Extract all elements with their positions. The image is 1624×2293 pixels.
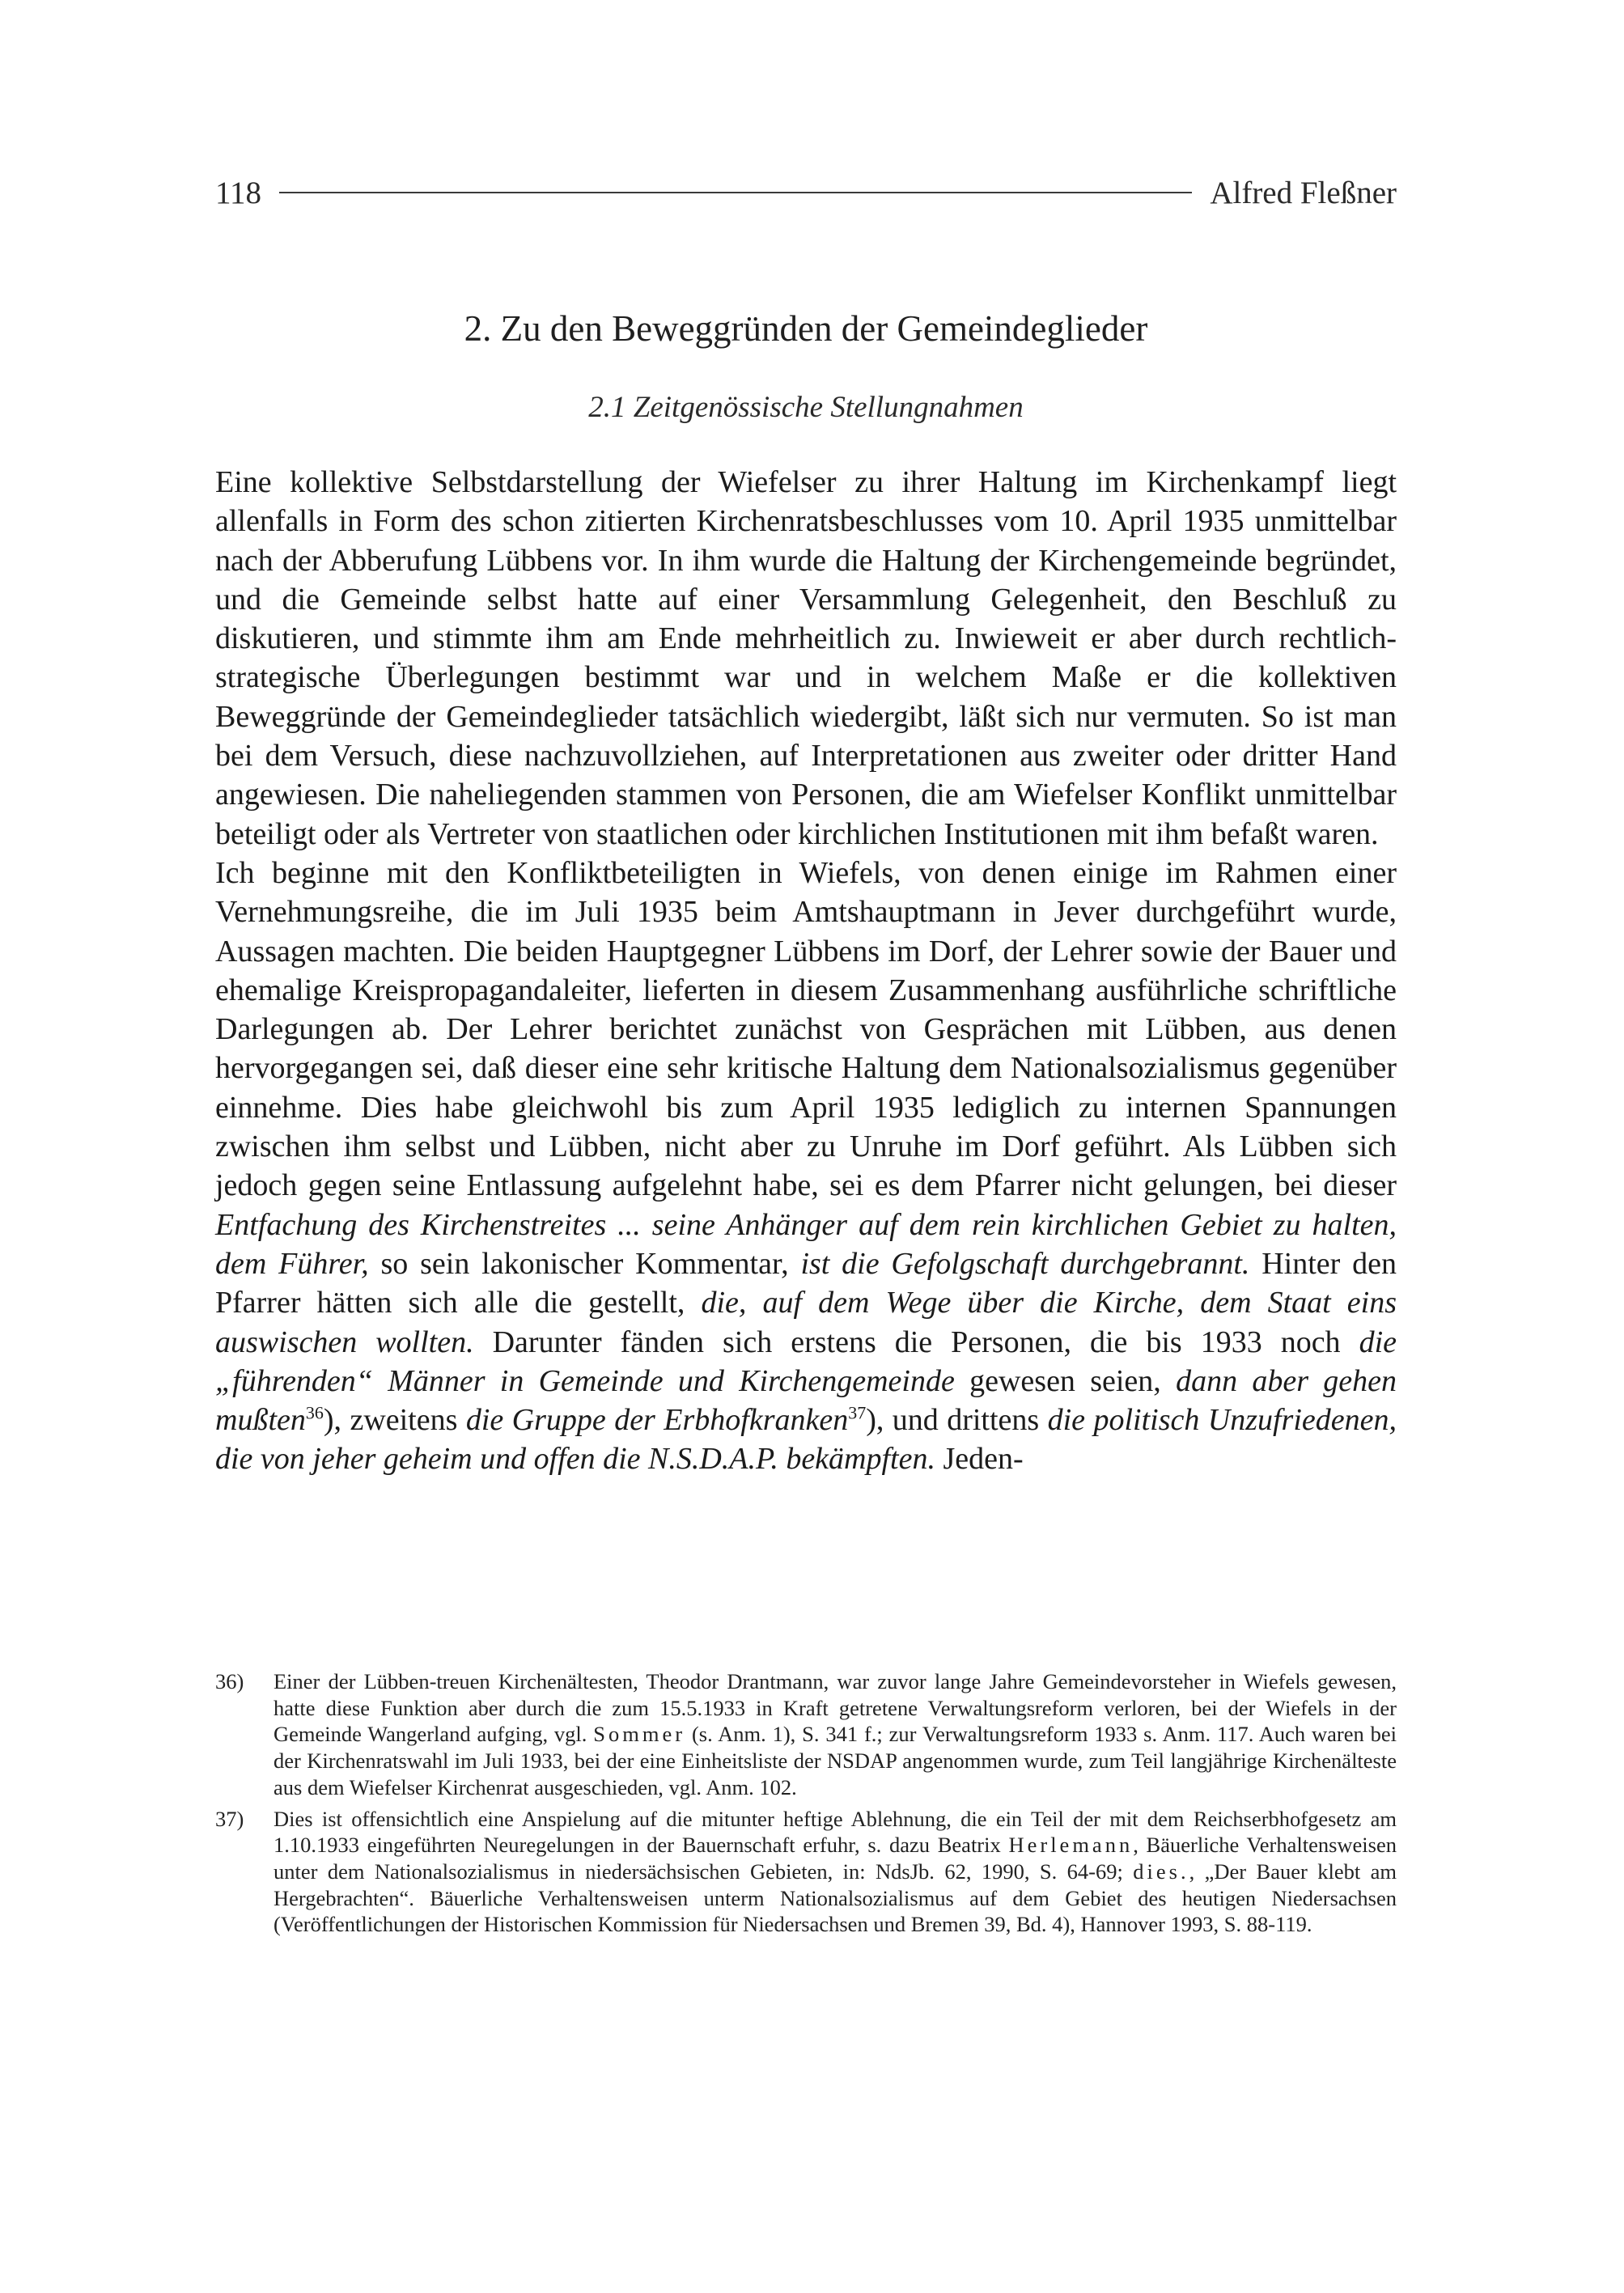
footnote-text: , Bäuerliche Verhaltensweisen unter dem Nationalsozialismus in niedersächsischen Gebieten, in: NdsJb. 62, 1990, S. 64-69;: [273, 1833, 1397, 1884]
footnotes: [215, 1668, 1397, 1943]
footnote-text: (s. Anm. 1), S. 341 f.; zur Verwaltungsreform 1933 s. Anm. 117. Auch waren bei der Kirchenratswahl im Juli 1933, bei der eine Einheitsliste der NSDAP angenommen wurde, zum Teil langjährige Kirchenälteste aus dem Wiefelser Kirchenrat ausgeschieden, vgl. Anm. 102.: [273, 1722, 1397, 1799]
paragraph-2-text: Jeden-: [935, 1442, 1024, 1477]
section-title: 2. Zu den Beweggründen der Gemeindeglieder: [464, 308, 1148, 349]
quote-unzufrieden: die politisch Unzufriedenen, die von jeher geheim und offen die N.S.D.A.P. bekämpften.: [215, 1403, 1397, 1477]
paragraph-2-text: Ich beginne mit den Konfliktbeteiligten in Wiefels, von denen einige im Rahmen einer Vernehmungsreihe, die im Juli 1935 beim Amtshauptmann in Jever durchgeführt wurde, Aussagen machten. Die beiden Hauptgegner Lübbens im Dorf, der Lehrer sowie der Bauer und ehemalige Kreispropagandaleiter, lieferten in diesem Zusammenhang ausführliche schriftliche Darlegungen ab. Der Lehrer berichtet zunächst von Gesprächen mit Lübben, aus denen hervorgegangen sei, daß dieser eine sehr kritische Haltung dem Nationalsozialismus gegenüber einnehme. Dies habe gleichwohl bis zum April 1935 lediglich zu internen Spannungen zwischen ihm selbst und Lübben, nicht aber zu Unruhe im Dorf geführt. Als Lübben sich jedoch gegen seine Entlassung aufgelehnt habe, sei es dem Pfarrer nicht gelungen, bei dieser: [215, 855, 1397, 1203]
paragraph-2-text: ), und drittens: [866, 1403, 1048, 1438]
paragraph-2-text: Darunter fänden sich erstens die Personen, die bis 1933 noch: [473, 1325, 1359, 1359]
quote-fuehrenden: die „führenden“ Männer in Gemeinde und Kirchengemeinde: [215, 1325, 1397, 1398]
quote-staat: die, auf dem Wege über die Kirche, dem Staat eins auswischen wollten.: [215, 1286, 1397, 1359]
page-number: 118: [215, 175, 262, 210]
footnote-text: Dies ist offensichtlich eine Anspielung auf die mitunter heftige Ablehnung, die ein Teil der mit dem Reichserbhofgesetz am 1.10.1933 eingeführten Neuregelungen in der Bauernschaft erfuhr, s. dazu Beatrix: [273, 1806, 1397, 1858]
footnote-text: , „Der Bauer klebt am Hergebrachten“. Bäuerliche Verhaltensweisen unterm Nationalsozialismus auf dem Gebiet des heutigen Niedersachsen (Veröffentlichungen der Historischen Kommission für Niedersachsen und Bremen 39, Bd. 4), Hannover 1993, S. 88-119.: [273, 1859, 1397, 1937]
footnote-number: 36): [215, 1669, 244, 1693]
paragraph-2-text: Hinter den Pfarrer hätten sich alle die gestellt,: [215, 1246, 1397, 1320]
footnote-37: [215, 1806, 1397, 1939]
subsection-title: 2.1 Zeitgenössische Stellungnahmen: [588, 391, 1024, 424]
footnote-ref-36[interactable]: 36: [305, 1402, 324, 1423]
paragraph-2-text: ), zweitens: [323, 1403, 466, 1438]
footnote-author: Sommer: [593, 1722, 686, 1747]
paragraph-2-text: so sein lakonischer Kommentar,: [368, 1246, 801, 1281]
footnote-text: Einer der Lübben-treuen Kirchenältesten, Theodor Drantmann, war zuvor lange Jahre Gemeindevorsteher in Wiefels gewesen, hatte diese Funktion aber durch die zum 15.5.1933 in Kraft getretene Verwaltungsreform verloren, bei der Wiefels in der Gemeinde Wangerland aufging, vgl.: [273, 1669, 1397, 1747]
footnote-author: Herlemann: [1008, 1833, 1134, 1858]
footnote-number: 37): [215, 1806, 244, 1831]
header-rule: [279, 192, 1192, 193]
running-head: [215, 168, 1397, 217]
paragraph-1: Eine kollektive Selbstdarstellung der Wiefelser zu ihrer Haltung im Kirchenkampf liegt allenfalls in Form des schon zitierten Kirchenratsbeschlusses vom 10. April 1935 unmittelbar nach der Abberufung Lübbens vor. In ihm wurde die Haltung der Kirchengemeinde begründet, und die Gemeinde selbst hatte auf einer Versammlung Gelegenheit, den Beschluß zu diskutieren, und stimmte ihm am Ende mehrheitlich zu. Inwieweit er aber durch rechtlich-strategische Überlegungen bestimmt war und in welchem Maße er die kollektiven Beweggründe der Gemeindeglieder tatsächlich wiedergibt, läßt sich nur vermuten. So ist man bei dem Versuch, diese nachzuvollziehen, auf Interpretationen aus zweiter oder dritter Hand angewiesen. Die naheliegenden stammen von Personen, die am Wiefelser Konflikt unmittelbar beteiligt oder als Vertreter von staatlichen oder kirchlichen Institutionen mit ihm befaßt waren.: [215, 465, 1397, 851]
paragraph-2: [215, 854, 1397, 1479]
quote-gehen: dann aber gehen mußten: [215, 1363, 1397, 1438]
footnote-ref-37[interactable]: 37: [848, 1402, 867, 1423]
footnote-author: dies.: [1133, 1859, 1189, 1884]
body-text: [215, 463, 1397, 1479]
running-head-author: Alfred Fleßner: [1210, 175, 1397, 210]
quote-entfachung: Entfachung des Kirchenstreites ... seine Anhänger auf dem rein kirchlichen Gebiet zu halten, dem Führer,: [215, 1207, 1397, 1281]
footnote-36: [215, 1668, 1397, 1801]
paragraph-2-text: gewesen seien,: [954, 1363, 1177, 1398]
quote-erbhof: die Gruppe der Erbhofkranken: [465, 1403, 849, 1438]
quote-gefolgschaft: ist die Gefolgschaft durchgebrannt.: [800, 1246, 1250, 1281]
